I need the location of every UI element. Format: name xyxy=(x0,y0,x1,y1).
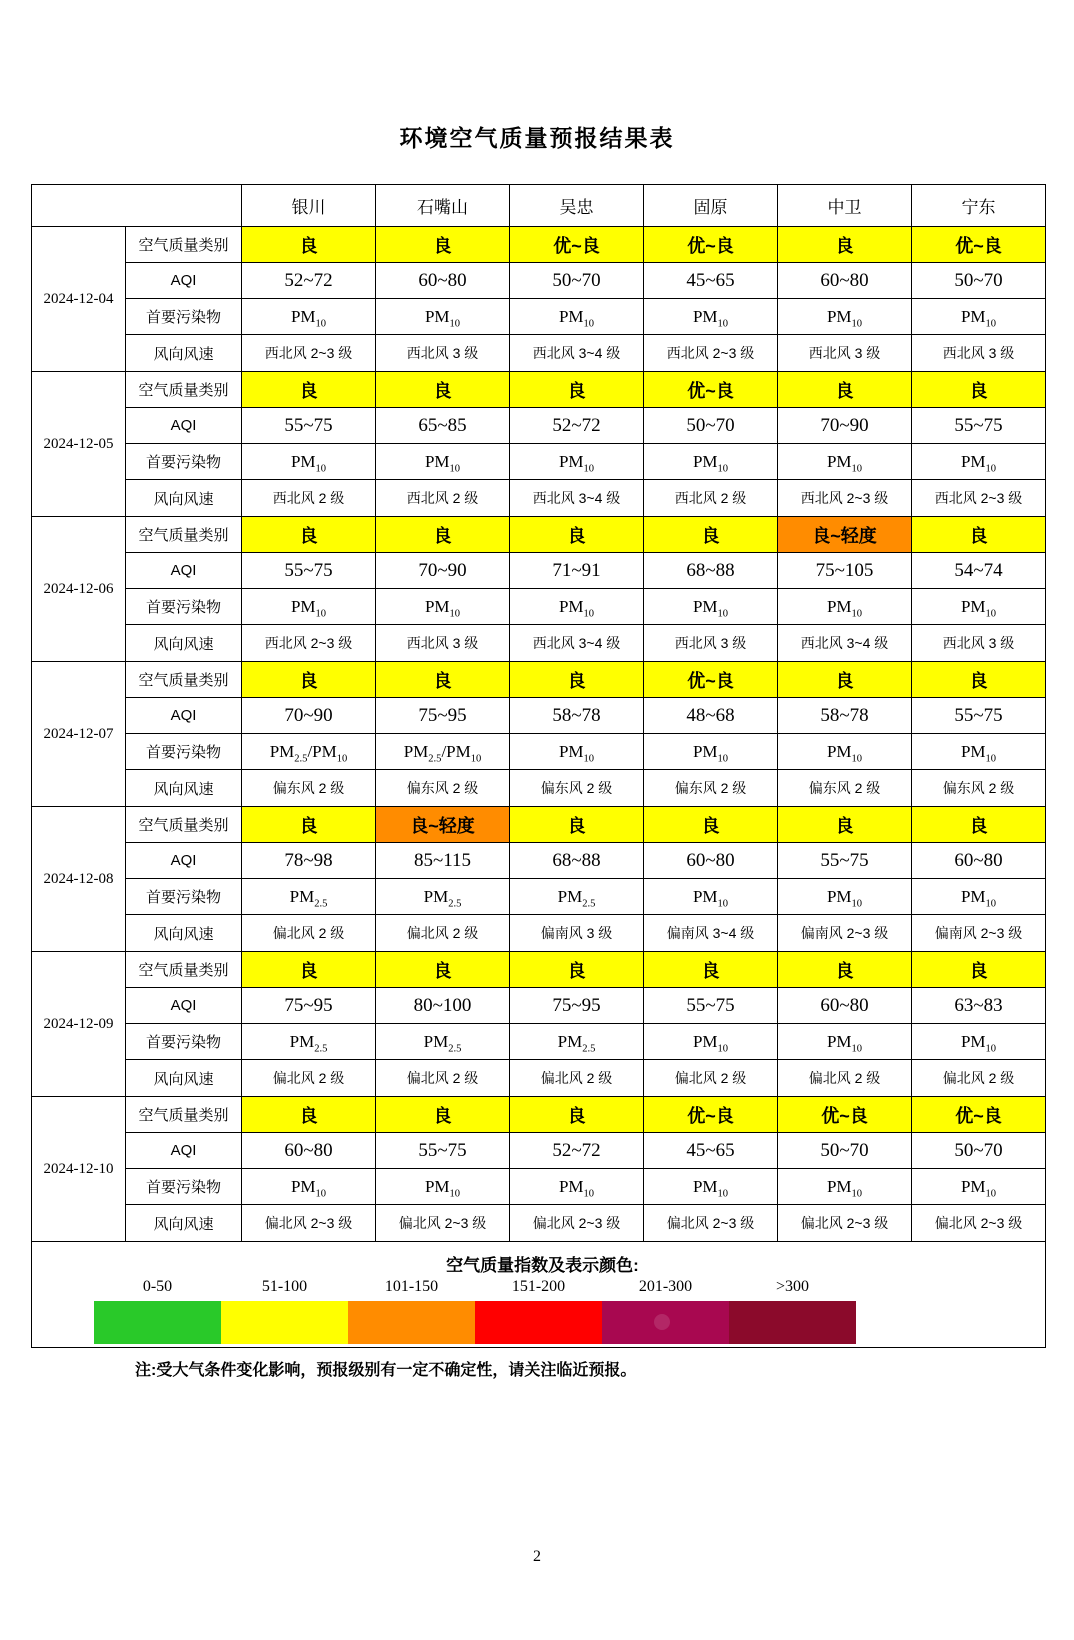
category-cell: 良 xyxy=(510,662,644,698)
aqi-cell: 52~72 xyxy=(510,1133,644,1169)
category-cell: 良 xyxy=(778,807,912,843)
wind-cell: 西北风 2~3 级 xyxy=(242,335,376,372)
aqi-cell: 70~90 xyxy=(376,553,510,589)
aqi-cell: 60~80 xyxy=(778,988,912,1024)
row-label-wind: 风向风速 xyxy=(126,915,242,952)
row-label-aqi: AQI xyxy=(126,263,242,299)
legend-cell xyxy=(32,1242,1046,1348)
aqi-cell: 63~83 xyxy=(912,988,1046,1024)
pollutant-cell: $PM_{2.5}/PM_{10}$ xyxy=(242,734,376,770)
aqi-cell: 78~98 xyxy=(242,843,376,879)
row-label-pollutant: 首要污染物 xyxy=(126,299,242,335)
pollutant-cell: $PM_{10}$ xyxy=(912,444,1046,480)
category-cell: 优~良 xyxy=(644,662,778,698)
pollutant-cell: $PM_{2.5}/PM_{10}$ xyxy=(376,734,510,770)
category-cell: 良 xyxy=(376,227,510,263)
pollutant-cell: $PM_{10}$ xyxy=(510,299,644,335)
wind-cell: 偏东风 2 级 xyxy=(778,770,912,807)
legend-color-swatch xyxy=(348,1301,475,1344)
legend-color-swatch xyxy=(602,1301,729,1344)
row-label-wind: 风向风速 xyxy=(126,1060,242,1097)
legend-color-swatch xyxy=(221,1301,348,1344)
pollutant-row xyxy=(32,444,1046,480)
table-header-city: 固原 xyxy=(644,185,778,227)
legend-title: 空气质量指数及表示颜色: xyxy=(446,1256,639,1275)
category-row xyxy=(32,952,1046,988)
category-cell: 良 xyxy=(510,372,644,408)
wind-row xyxy=(32,1060,1046,1097)
row-label-pollutant: 首要污染物 xyxy=(126,589,242,625)
aqi-cell: 60~80 xyxy=(778,263,912,299)
wind-cell: 偏东风 2 级 xyxy=(644,770,778,807)
table-header-city: 中卫 xyxy=(778,185,912,227)
category-cell: 良 xyxy=(510,1097,644,1133)
wind-cell: 偏北风 2 级 xyxy=(510,1060,644,1097)
pollutant-cell: $PM_{10}$ xyxy=(376,299,510,335)
aqi-row xyxy=(32,698,1046,734)
wind-cell: 西北风 3~4 级 xyxy=(510,335,644,372)
aqi-cell: 50~70 xyxy=(644,408,778,444)
pollutant-cell: $PM_{2.5}$ xyxy=(242,1024,376,1060)
category-cell: 良 xyxy=(510,807,644,843)
category-cell: 优~良 xyxy=(778,1097,912,1133)
wind-cell: 偏北风 2 级 xyxy=(912,1060,1046,1097)
aqi-cell: 55~75 xyxy=(376,1133,510,1169)
pollutant-cell: $PM_{10}$ xyxy=(510,1169,644,1205)
category-cell: 良 xyxy=(242,807,376,843)
date-cell: 2024-12-09 xyxy=(32,952,126,1097)
table-header-city: 石嘴山 xyxy=(376,185,510,227)
pollutant-cell: $PM_{10}$ xyxy=(778,1024,912,1060)
aqi-row xyxy=(32,1133,1046,1169)
aqi-row xyxy=(32,988,1046,1024)
aqi-cell: 85~115 xyxy=(376,843,510,879)
wind-cell: 西北风 3 级 xyxy=(376,625,510,662)
row-label-category: 空气质量类别 xyxy=(126,807,242,843)
aqi-cell: 65~85 xyxy=(376,408,510,444)
aqi-cell: 75~105 xyxy=(778,553,912,589)
wind-cell: 西北风 3 级 xyxy=(644,625,778,662)
category-cell: 优~良 xyxy=(644,1097,778,1133)
pollutant-cell: $PM_{10}$ xyxy=(644,1169,778,1205)
row-label-wind: 风向风速 xyxy=(126,335,242,372)
category-cell: 良 xyxy=(376,372,510,408)
wind-cell: 西北风 3 级 xyxy=(376,335,510,372)
pollutant-cell: $PM_{10}$ xyxy=(510,444,644,480)
pollutant-cell: $PM_{10}$ xyxy=(778,589,912,625)
wind-cell: 西北风 3 级 xyxy=(912,335,1046,372)
category-cell: 良 xyxy=(376,517,510,553)
pollutant-row xyxy=(32,299,1046,335)
category-cell: 良 xyxy=(376,662,510,698)
date-cell: 2024-12-05 xyxy=(32,372,126,517)
row-label-aqi: AQI xyxy=(126,408,242,444)
wind-cell: 偏北风 2~3 级 xyxy=(912,1205,1046,1242)
aqi-row xyxy=(32,553,1046,589)
category-cell: 良 xyxy=(912,807,1046,843)
row-label-category: 空气质量类别 xyxy=(126,662,242,698)
pollutant-cell: $PM_{10}$ xyxy=(912,1024,1046,1060)
aqi-cell: 75~95 xyxy=(510,988,644,1024)
aqi-cell: 50~70 xyxy=(912,263,1046,299)
row-label-pollutant: 首要污染物 xyxy=(126,444,242,480)
pollutant-cell: $PM_{10}$ xyxy=(778,1169,912,1205)
category-cell: 良 xyxy=(778,227,912,263)
wind-cell: 偏东风 2 级 xyxy=(912,770,1046,807)
pollutant-row xyxy=(32,879,1046,915)
category-row xyxy=(32,372,1046,408)
wind-cell: 偏南风 3 级 xyxy=(510,915,644,952)
wind-row xyxy=(32,770,1046,807)
aqi-cell: 55~75 xyxy=(242,408,376,444)
category-cell: 良~轻度 xyxy=(376,807,510,843)
aqi-cell: 55~75 xyxy=(912,408,1046,444)
aqi-cell: 70~90 xyxy=(778,408,912,444)
pollutant-cell: $PM_{10}$ xyxy=(912,589,1046,625)
legend-range-label: 201-300 xyxy=(638,1278,693,1295)
wind-cell: 偏东风 2 级 xyxy=(510,770,644,807)
wind-row xyxy=(32,335,1046,372)
wind-cell: 偏北风 2~3 级 xyxy=(644,1205,778,1242)
category-cell: 良 xyxy=(242,227,376,263)
legend-row xyxy=(32,1242,1046,1348)
category-cell: 良 xyxy=(644,517,778,553)
aqi-cell: 68~88 xyxy=(644,553,778,589)
aqi-cell: 52~72 xyxy=(242,263,376,299)
date-cell: 2024-12-06 xyxy=(32,517,126,662)
row-label-pollutant: 首要污染物 xyxy=(126,1169,242,1205)
wind-cell: 西北风 2~3 级 xyxy=(912,480,1046,517)
category-cell: 良 xyxy=(510,952,644,988)
aqi-row xyxy=(32,408,1046,444)
aqi-cell: 52~72 xyxy=(510,408,644,444)
wind-cell: 偏东风 2 级 xyxy=(242,770,376,807)
aqi-cell: 50~70 xyxy=(510,263,644,299)
row-label-category: 空气质量类别 xyxy=(126,1097,242,1133)
pollutant-row xyxy=(32,589,1046,625)
aqi-cell: 58~78 xyxy=(778,698,912,734)
pollutant-row xyxy=(32,734,1046,770)
aqi-cell: 71~91 xyxy=(510,553,644,589)
row-label-aqi: AQI xyxy=(126,988,242,1024)
wind-row xyxy=(32,1205,1046,1242)
wind-cell: 西北风 3 级 xyxy=(778,335,912,372)
pollutant-cell: $PM_{2.5}$ xyxy=(376,879,510,915)
wind-cell: 西北风 3~4 级 xyxy=(510,480,644,517)
row-label-aqi: AQI xyxy=(126,1133,242,1169)
note-text: 注:受大气条件变化影响，预报级别有一定不确定性，请关注临近预报。 xyxy=(135,1362,637,1379)
pollutant-cell: $PM_{10}$ xyxy=(242,444,376,480)
row-label-wind: 风向风速 xyxy=(126,480,242,517)
category-cell: 良~轻度 xyxy=(778,517,912,553)
wind-cell: 偏北风 2~3 级 xyxy=(242,1205,376,1242)
aqi-cell: 80~100 xyxy=(376,988,510,1024)
row-label-aqi: AQI xyxy=(126,843,242,879)
category-cell: 良 xyxy=(510,517,644,553)
pollutant-cell: $PM_{10}$ xyxy=(644,1024,778,1060)
pollutant-cell: $PM_{10}$ xyxy=(778,879,912,915)
aqi-cell: 50~70 xyxy=(778,1133,912,1169)
aqi-cell: 60~80 xyxy=(376,263,510,299)
category-cell: 良 xyxy=(376,952,510,988)
aqi-cell: 55~75 xyxy=(912,698,1046,734)
wind-row xyxy=(32,625,1046,662)
wind-cell: 偏北风 2 级 xyxy=(242,915,376,952)
wind-cell: 偏北风 2 级 xyxy=(778,1060,912,1097)
date-cell: 2024-12-10 xyxy=(32,1097,126,1242)
legend-color-swatch xyxy=(94,1301,221,1344)
category-cell: 良 xyxy=(242,952,376,988)
row-label-aqi: AQI xyxy=(126,698,242,734)
category-row xyxy=(32,517,1046,553)
table-header-city: 宁东 xyxy=(912,185,1046,227)
wind-cell: 偏东风 2 级 xyxy=(376,770,510,807)
wind-cell: 偏南风 3~4 级 xyxy=(644,915,778,952)
pollutant-cell: $PM_{10}$ xyxy=(242,589,376,625)
date-cell: 2024-12-04 xyxy=(32,227,126,372)
category-cell: 良 xyxy=(912,952,1046,988)
category-cell: 良 xyxy=(912,662,1046,698)
aqi-cell: 70~90 xyxy=(242,698,376,734)
row-label-wind: 风向风速 xyxy=(126,625,242,662)
category-cell: 良 xyxy=(644,952,778,988)
pollutant-cell: $PM_{10}$ xyxy=(644,444,778,480)
table-header-city: 吴忠 xyxy=(510,185,644,227)
table-header-city: 银川 xyxy=(242,185,376,227)
legend-range-label: >300 xyxy=(775,1278,810,1295)
wind-cell: 偏南风 2~3 级 xyxy=(778,915,912,952)
date-cell: 2024-12-07 xyxy=(32,662,126,807)
wind-cell: 偏北风 2 级 xyxy=(644,1060,778,1097)
aqi-cell: 54~74 xyxy=(912,553,1046,589)
pollutant-cell: $PM_{2.5}$ xyxy=(510,1024,644,1060)
aqi-row xyxy=(32,843,1046,879)
pollutant-cell: $PM_{10}$ xyxy=(912,879,1046,915)
aqi-cell: 75~95 xyxy=(376,698,510,734)
aqi-cell: 60~80 xyxy=(912,843,1046,879)
pollutant-cell: $PM_{10}$ xyxy=(644,589,778,625)
category-cell: 良 xyxy=(644,807,778,843)
legend-range-label: 151-200 xyxy=(511,1278,566,1295)
legend-color-swatch xyxy=(475,1301,602,1344)
pollutant-cell: $PM_{2.5}$ xyxy=(376,1024,510,1060)
legend-color-swatch xyxy=(729,1301,856,1344)
aqi-cell: 68~88 xyxy=(510,843,644,879)
aqi-cell: 60~80 xyxy=(242,1133,376,1169)
table-corner-cell xyxy=(32,185,242,227)
pollutant-cell: $PM_{10}$ xyxy=(376,444,510,480)
aqi-cell: 50~70 xyxy=(912,1133,1046,1169)
row-label-aqi: AQI xyxy=(126,553,242,589)
pollutant-cell: $PM_{10}$ xyxy=(376,1169,510,1205)
row-label-pollutant: 首要污染物 xyxy=(126,1024,242,1060)
legend-color-bar xyxy=(94,1301,1045,1344)
pollutant-cell: $PM_{10}$ xyxy=(912,299,1046,335)
row-label-category: 空气质量类别 xyxy=(126,517,242,553)
table-header-row xyxy=(32,185,1046,227)
aqi-cell: 60~80 xyxy=(644,843,778,879)
aqi-cell: 75~95 xyxy=(242,988,376,1024)
category-cell: 优~良 xyxy=(912,1097,1046,1133)
category-cell: 良 xyxy=(242,517,376,553)
pollutant-row xyxy=(32,1024,1046,1060)
wind-row xyxy=(32,480,1046,517)
row-label-category: 空气质量类别 xyxy=(126,227,242,263)
wind-cell: 西北风 2~3 级 xyxy=(644,335,778,372)
pollutant-cell: $PM_{10}$ xyxy=(644,879,778,915)
aqi-cell: 45~65 xyxy=(644,263,778,299)
category-cell: 良 xyxy=(778,662,912,698)
wind-cell: 偏北风 2 级 xyxy=(242,1060,376,1097)
category-row xyxy=(32,227,1046,263)
legend-range-labels xyxy=(94,1278,1045,1296)
pollutant-cell: $PM_{10}$ xyxy=(510,734,644,770)
pollutant-cell: $PM_{2.5}$ xyxy=(242,879,376,915)
row-label-wind: 风向风速 xyxy=(126,1205,242,1242)
pollutant-cell: $PM_{10}$ xyxy=(778,444,912,480)
pollutant-cell: $PM_{10}$ xyxy=(510,589,644,625)
pollutant-cell: $PM_{10}$ xyxy=(778,299,912,335)
aqi-cell: 48~68 xyxy=(644,698,778,734)
wind-cell: 偏南风 2~3 级 xyxy=(912,915,1046,952)
wind-cell: 偏北风 2~3 级 xyxy=(376,1205,510,1242)
pollutant-cell: $PM_{10}$ xyxy=(644,734,778,770)
wind-cell: 西北风 3~4 级 xyxy=(778,625,912,662)
wind-cell: 西北风 2 级 xyxy=(376,480,510,517)
aqi-cell: 58~78 xyxy=(510,698,644,734)
aqi-cell: 55~75 xyxy=(778,843,912,879)
pollutant-cell: $PM_{2.5}$ xyxy=(510,879,644,915)
wind-cell: 偏北风 2~3 级 xyxy=(778,1205,912,1242)
category-cell: 良 xyxy=(778,952,912,988)
date-cell: 2024-12-08 xyxy=(32,807,126,952)
wind-cell: 偏北风 2 级 xyxy=(376,1060,510,1097)
pollutant-cell: $PM_{10}$ xyxy=(912,1169,1046,1205)
page-title: 环境空气质量预报结果表 xyxy=(399,125,675,151)
row-label-category: 空气质量类别 xyxy=(126,952,242,988)
wind-cell: 偏北风 2 级 xyxy=(376,915,510,952)
legend-range-label: 51-100 xyxy=(261,1278,308,1295)
page-number: 2 xyxy=(533,1548,541,1565)
pollutant-cell: $PM_{10}$ xyxy=(242,299,376,335)
pollutant-cell: $PM_{10}$ xyxy=(912,734,1046,770)
forecast-table xyxy=(31,184,1046,1348)
wind-cell: 西北风 2~3 级 xyxy=(778,480,912,517)
aqi-cell: 55~75 xyxy=(242,553,376,589)
category-cell: 良 xyxy=(376,1097,510,1133)
category-cell: 优~良 xyxy=(644,372,778,408)
wind-cell: 西北风 3~4 级 xyxy=(510,625,644,662)
category-cell: 优~良 xyxy=(510,227,644,263)
category-cell: 良 xyxy=(242,1097,376,1133)
category-row xyxy=(32,1097,1046,1133)
row-label-category: 空气质量类别 xyxy=(126,372,242,408)
aqi-cell: 55~75 xyxy=(644,988,778,1024)
category-row xyxy=(32,807,1046,843)
wind-row xyxy=(32,915,1046,952)
pollutant-cell: $PM_{10}$ xyxy=(644,299,778,335)
pollutant-cell: $PM_{10}$ xyxy=(778,734,912,770)
row-label-wind: 风向风速 xyxy=(126,770,242,807)
aqi-row xyxy=(32,263,1046,299)
category-cell: 良 xyxy=(242,372,376,408)
wind-cell: 西北风 2~3 级 xyxy=(242,625,376,662)
row-label-pollutant: 首要污染物 xyxy=(126,879,242,915)
category-cell: 优~良 xyxy=(912,227,1046,263)
legend-range-label: 101-150 xyxy=(384,1278,439,1295)
wind-cell: 西北风 2 级 xyxy=(242,480,376,517)
wind-cell: 偏北风 2~3 级 xyxy=(510,1205,644,1242)
wind-cell: 西北风 3 级 xyxy=(912,625,1046,662)
pollutant-cell: $PM_{10}$ xyxy=(242,1169,376,1205)
category-cell: 良 xyxy=(778,372,912,408)
aqi-cell: 45~65 xyxy=(644,1133,778,1169)
pollutant-row xyxy=(32,1169,1046,1205)
wind-cell: 西北风 2 级 xyxy=(644,480,778,517)
document-page xyxy=(0,120,1074,1640)
category-row xyxy=(32,662,1046,698)
category-cell: 良 xyxy=(242,662,376,698)
pollutant-cell: $PM_{10}$ xyxy=(376,589,510,625)
legend-range-label: 0-50 xyxy=(142,1278,173,1295)
category-cell: 良 xyxy=(912,517,1046,553)
row-label-pollutant: 首要污染物 xyxy=(126,734,242,770)
category-cell: 良 xyxy=(912,372,1046,408)
category-cell: 优~良 xyxy=(644,227,778,263)
